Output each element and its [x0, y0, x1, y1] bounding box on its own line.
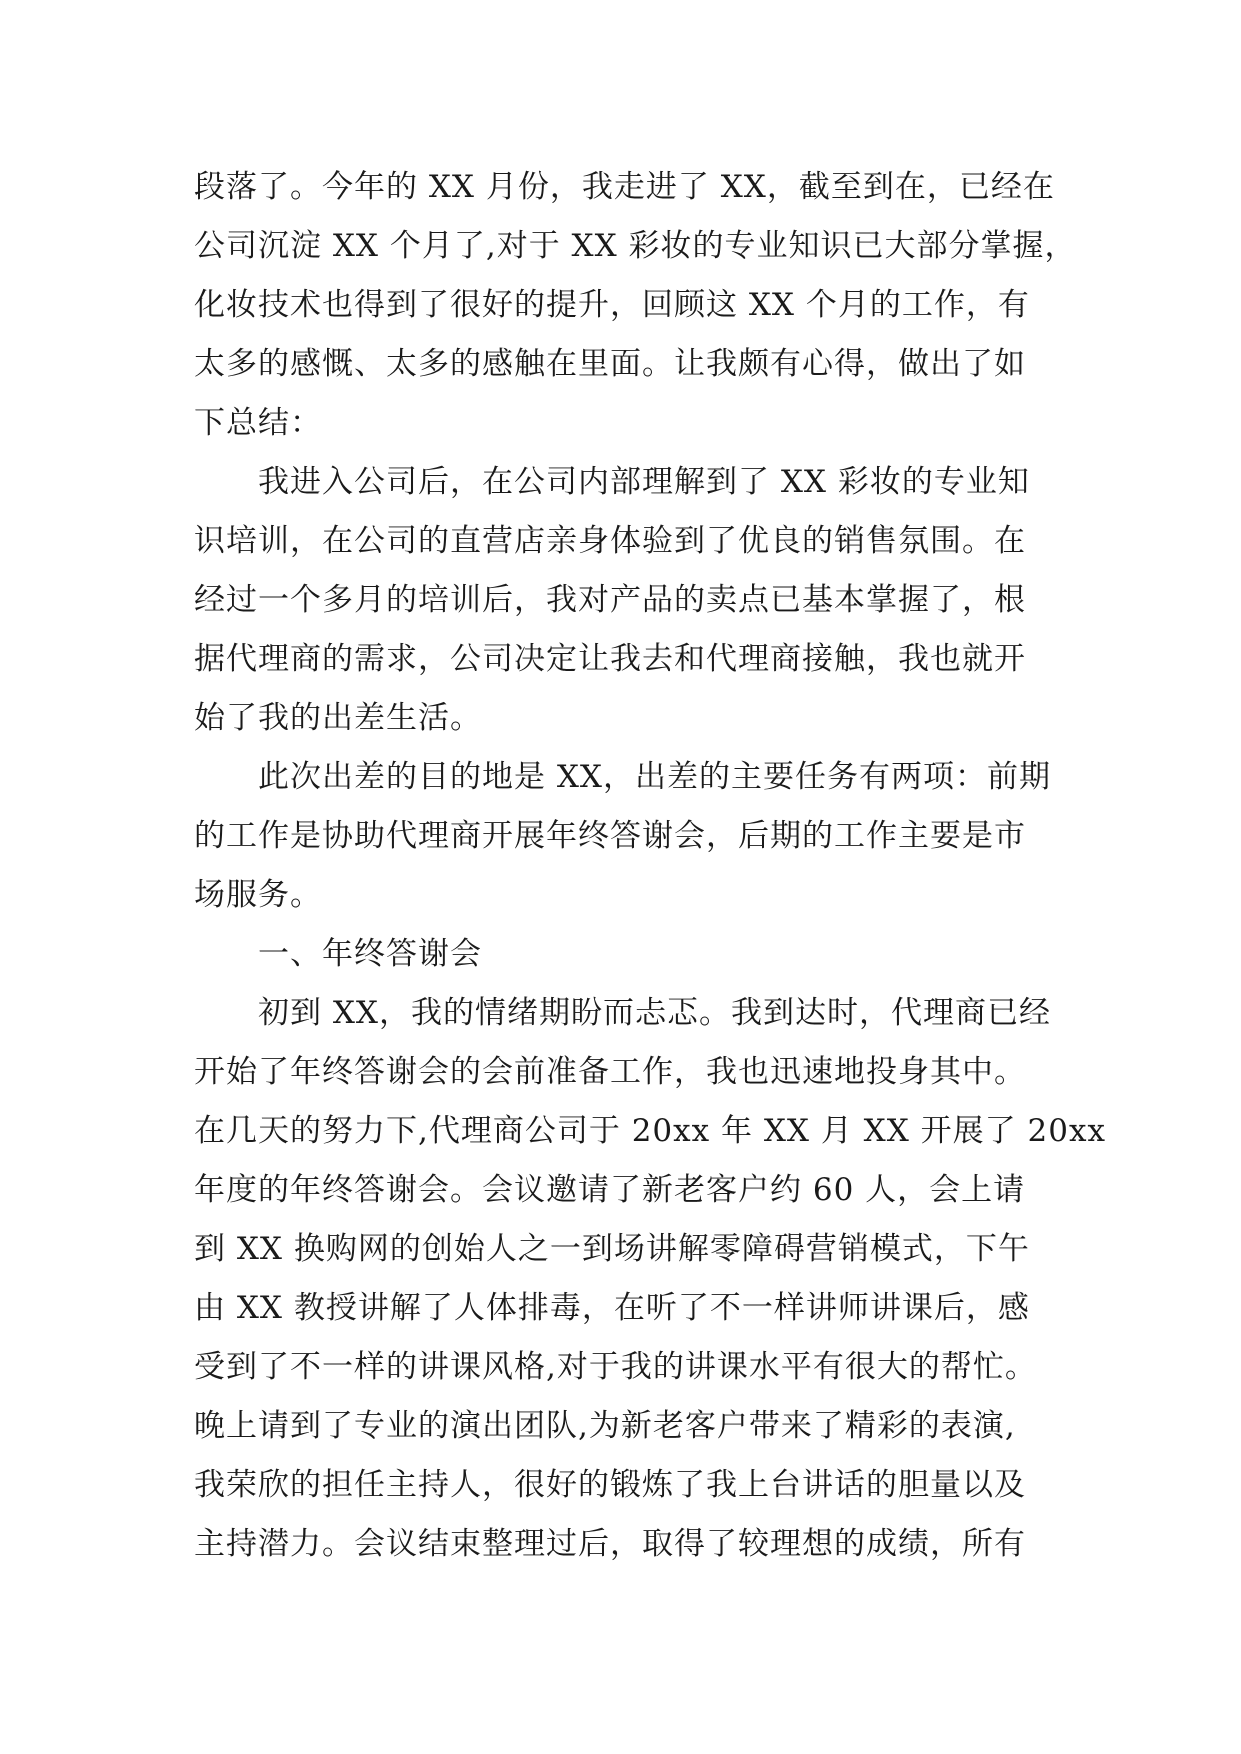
text-line: 年度的年终答谢会。会议邀请了新老客户约 60 人，会上请 [194, 1172, 1026, 1208]
text-line: 受到了不一样的讲课风格,对于我的讲课水平有很大的帮忙。 [194, 1349, 1037, 1385]
text-line: 在几天的努力下,代理商公司于 20xx 年 XX 月 XX 开展了 20xx [194, 1113, 1106, 1149]
section-heading: 一、年终答谢会 [258, 936, 482, 972]
text-line: 公司沉淀 XX 个月了,对于 XX 彩妆的专业知识已大部分掌握， [194, 228, 1077, 264]
paragraph-first-line: 此次出差的目的地是 XX，出差的主要任务有两项：前期 [258, 759, 1051, 795]
text-line: 场服务。 [194, 877, 322, 913]
text-line: 段落了。今年的 XX 月份，我走进了 XX，截至到在，已经在 [194, 169, 1055, 205]
document-body [194, 158, 1106, 1574]
text-line: 始了我的出差生活。 [194, 700, 482, 736]
paragraph-first-line: 初到 XX，我的情绪期盼而忐忑。我到达时，代理商已经 [258, 995, 1051, 1031]
text-line: 到 XX 换购网的创始人之一到场讲解零障碍营销模式，下午 [194, 1231, 1030, 1267]
text-line: 由 XX 教授讲解了人体排毒，在听了不一样讲师讲课后，感 [194, 1290, 1030, 1326]
text-line: 主持潜力。会议结束整理过后，取得了较理想的成绩，所有 [194, 1526, 1026, 1562]
text-line: 下总结： [194, 405, 322, 441]
text-line: 识培训，在公司的直营店亲身体验到了优良的销售氛围。在 [194, 523, 1026, 559]
text-line: 我荣欣的担任主持人，很好的锻炼了我上台讲话的胆量以及 [194, 1467, 1026, 1503]
text-line: 晚上请到了专业的演出团队,为新老客户带来了精彩的表演, [194, 1408, 1016, 1444]
text-line: 的工作是协助代理商开展年终答谢会，后期的工作主要是市 [194, 818, 1026, 854]
text-line: 经过一个多月的培训后，我对产品的卖点已基本掌握了，根 [194, 582, 1026, 618]
text-line: 据代理商的需求，公司决定让我去和代理商接触，我也就开 [194, 641, 1026, 677]
text-line: 太多的感慨、太多的感触在里面。让我颇有心得，做出了如 [194, 346, 1026, 382]
text-line: 开始了年终答谢会的会前准备工作，我也迅速地投身其中。 [194, 1054, 1026, 1090]
text-line: 化妆技术也得到了很好的提升，回顾这 XX 个月的工作，有 [194, 287, 1030, 323]
paragraph-first-line: 我进入公司后，在公司内部理解到了 XX 彩妆的专业知 [258, 464, 1030, 500]
